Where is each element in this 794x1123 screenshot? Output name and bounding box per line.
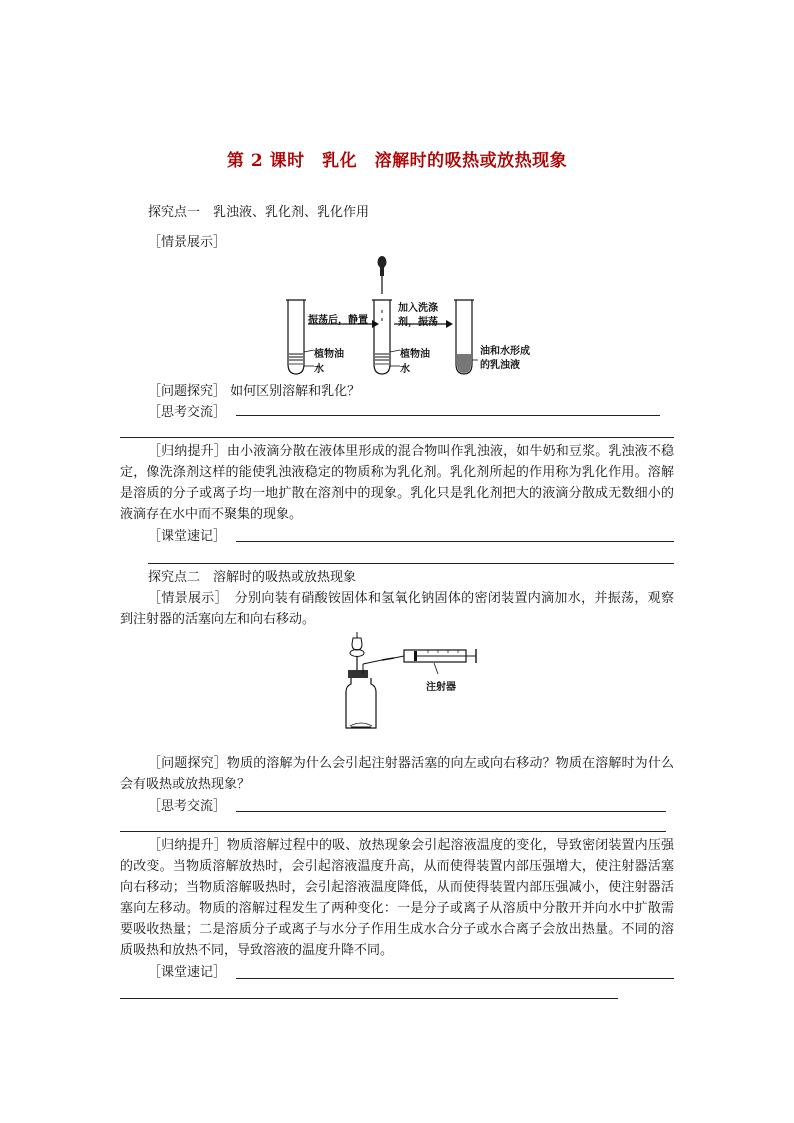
syringe-label: 注射器 <box>426 682 456 693</box>
arrow1-label: 振荡后，静置 <box>308 315 368 326</box>
stopper <box>348 670 368 678</box>
section2-heading: 探究点二 溶解时的吸热或放热现象 <box>148 570 357 585</box>
section2-notes-label: ［课堂速记］ <box>148 965 227 980</box>
section2-question: ［问题探究］物质的溶解为什么会引起注射器活塞的向左或向右移动？物质在溶解时为什么会有吸热或放热现象？ <box>120 756 674 792</box>
section1-scene-label: ［情景展示］ <box>148 235 227 250</box>
section1-notes-label: ［课堂速记］ <box>148 529 227 544</box>
answer-line <box>236 415 660 416</box>
answer-line <box>236 811 666 812</box>
water-label-1: 水 <box>314 364 324 375</box>
dropping-funnel <box>350 632 364 670</box>
water-label-2: 水 <box>400 364 410 375</box>
answer-line <box>120 831 666 832</box>
section1-heading: 探究点一 乳浊液、乳化剂、乳化作用 <box>148 205 370 220</box>
oil-label-1: 植物油 <box>314 349 344 360</box>
section1-summary: ［归纳提升］由小液滴分散在液体里形成的混合物叫作乳浊液，如牛奶和豆浆。乳浊液不稳定，像洗涤剂这样的能使乳浊液稳定的物质称为乳化剂。乳化剂所起的作用称为乳化作用。溶解是溶质的分子或离子均一地扩散在溶剂中的现象。乳化只是乳化剂把大的液滴分散成无数细小的液滴存在水中而不聚集的现象。 <box>120 444 674 522</box>
answer-line <box>120 437 674 438</box>
section1-think-label: ［思考交流］ <box>148 405 227 420</box>
notes-line <box>120 998 618 999</box>
flask <box>346 678 376 728</box>
page-title: 第 2 课时 乳化 溶解时的吸热或放热现象 <box>226 151 568 171</box>
syringe <box>394 649 476 674</box>
section2-think-label: ［思考交流］ <box>148 799 227 814</box>
flask-syringe-figure <box>338 630 483 732</box>
section2-scene: ［情景展示］ 分别向装有硝酸铵固体和氢氧化钠固体的密闭装置内滴加水，并振荡，观察到注射器的活塞向左和向右移动。 <box>120 591 674 627</box>
notes-line <box>236 541 674 542</box>
arrow2-label-line1: 加入洗涤 <box>398 303 438 314</box>
notes-line <box>236 978 674 979</box>
test-tube-2 <box>372 300 400 374</box>
oil-label-2: 植物油 <box>400 349 430 360</box>
notes-line <box>148 563 674 564</box>
section1-question: ［问题探究］ 如何区别溶解和乳化？ <box>148 384 361 399</box>
arrow2-label-line2: 剂，振荡 <box>398 317 438 328</box>
dropper <box>378 256 387 321</box>
emulsion-label-line2: 的乳浊液 <box>480 360 520 371</box>
section2-summary: ［归纳提升］物质溶解过程中的吸、放热现象会引起溶液温度的变化，导致密闭装置内压强的改变。当物质溶解放热时，会引起溶液温度升高，从而使得装置内部压强增大，使注射器活塞向右移动；当物质溶解吸热时，会引起溶液温度降低，从而使得装置内部压强减小，使注射器活塞向左移动。物质的溶解过程发生了两种变化：一是分子或离子从溶质中分散开并向水中扩散需要吸收热量；二是溶质分子或离子与水分子作用生成水合分子或水合离子会放出热量。不同的溶质吸热和放热不同，导致溶液的温度升降不同。 <box>120 838 674 958</box>
test-tube-3 <box>454 300 478 374</box>
emulsion-label-line1: 油和水形成 <box>480 346 530 357</box>
